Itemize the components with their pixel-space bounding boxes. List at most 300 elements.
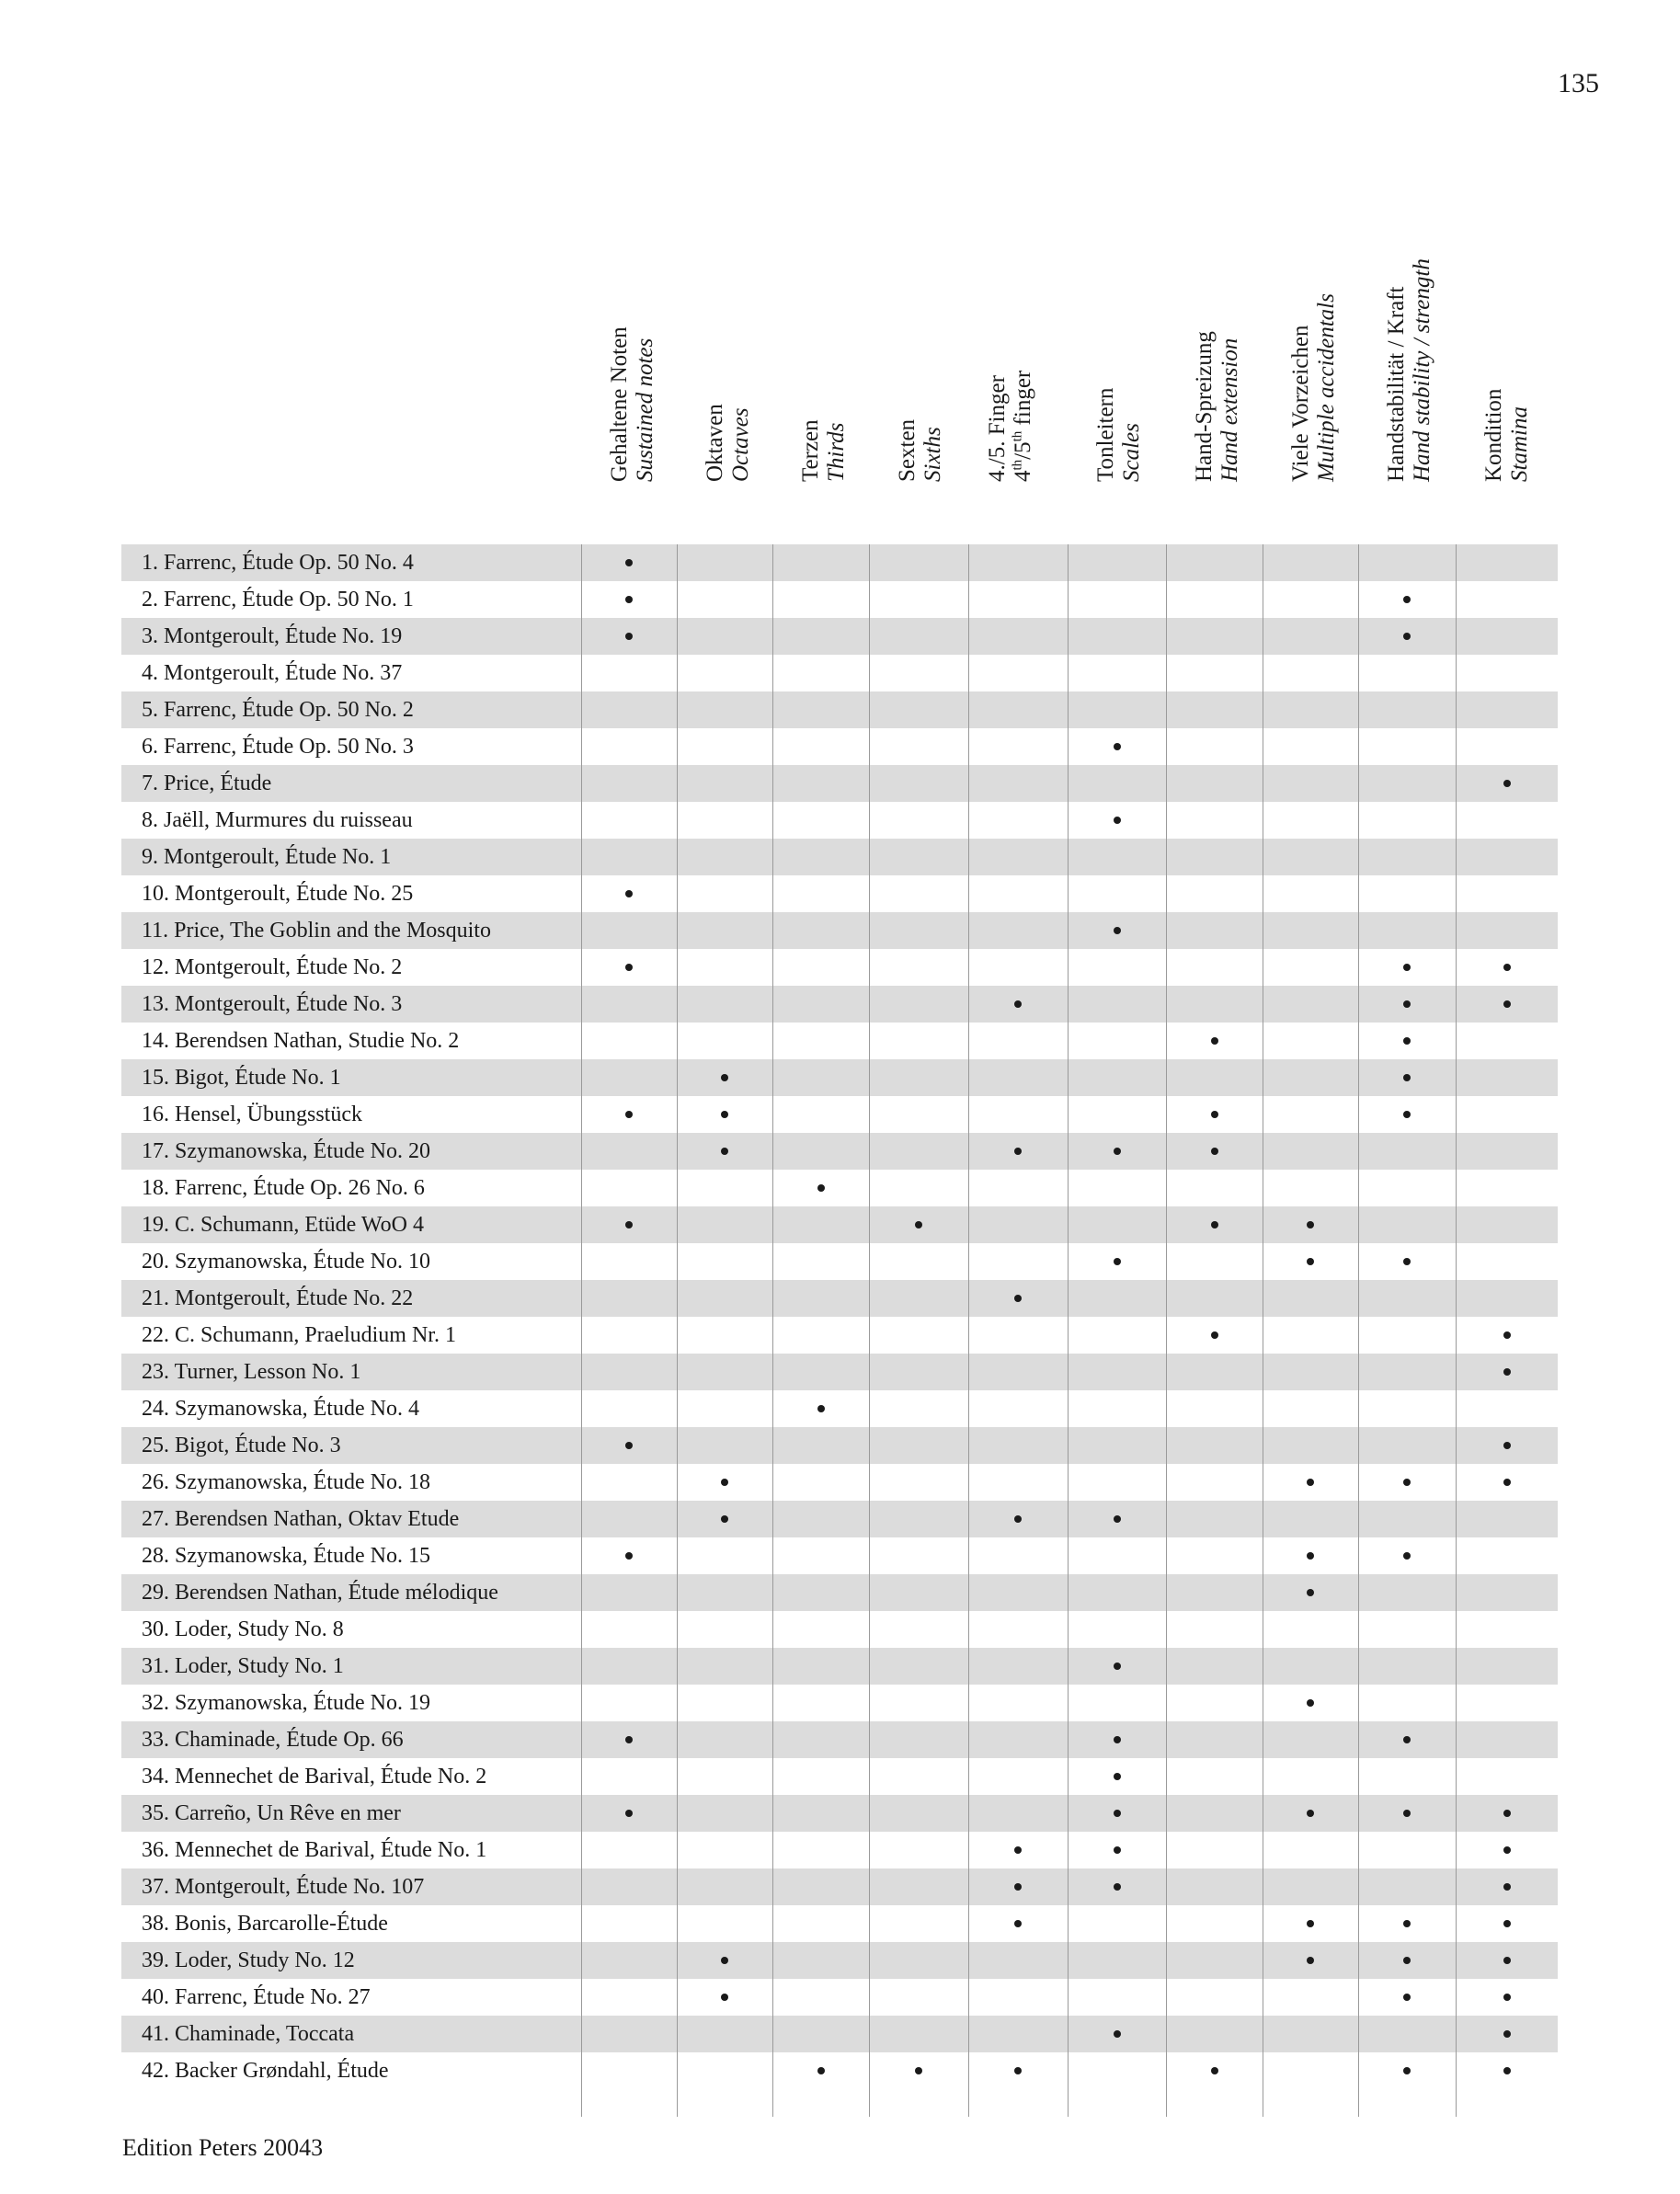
table-cell [1068, 1059, 1166, 1096]
table-cell [1263, 655, 1358, 691]
etude-title: 18. Farrenc, Étude Op. 26 No. 6 [142, 1176, 425, 1200]
table-cell [677, 618, 772, 655]
table-cell [772, 949, 869, 986]
column-divider [1456, 544, 1457, 2117]
table-cell [581, 1685, 677, 1721]
etude-title: 16. Hensel, Übungsstück [142, 1103, 362, 1126]
table-cell [1358, 1243, 1456, 1280]
etude-title: 37. Montgeroult, Étude No. 107 [142, 1875, 425, 1899]
table-cell [1358, 1170, 1456, 1206]
table-cell [1166, 1574, 1263, 1611]
etude-title: 35. Carreño, Un Rêve en mer [142, 1801, 401, 1825]
table-cell [1358, 2052, 1456, 2089]
table-cell [869, 1317, 968, 1354]
table-cell [1456, 839, 1558, 875]
table-cell [1068, 1611, 1166, 1648]
table-cell [581, 1133, 677, 1170]
table-cell [1358, 1133, 1456, 1170]
table-cell [869, 1611, 968, 1648]
etude-title: 19. C. Schumann, Etüde WoO 4 [142, 1213, 424, 1237]
table-cell [581, 1979, 677, 2016]
table-cell [869, 986, 968, 1023]
table-cell [677, 1280, 772, 1317]
table-row [121, 1537, 1558, 1574]
table-cell [772, 2016, 869, 2052]
bullet-mark [1307, 1258, 1314, 1265]
table-row [121, 1354, 1558, 1390]
table-cell [1263, 1832, 1358, 1868]
table-row [121, 912, 1558, 949]
etude-title: 22. C. Schumann, Praeludium Nr. 1 [142, 1323, 456, 1347]
table-cell [1358, 1023, 1456, 1059]
table-cell [581, 581, 677, 618]
bullet-mark [1503, 780, 1511, 787]
table-cell [1358, 1868, 1456, 1905]
table-cell [1166, 1464, 1263, 1501]
table-cell [1068, 912, 1166, 949]
etude-title: 38. Bonis, Barcarolle-Étude [142, 1912, 388, 1936]
bullet-mark [1114, 743, 1121, 750]
table-cell [1456, 875, 1558, 912]
table-cell [1263, 544, 1358, 581]
table-cell [1068, 1942, 1166, 1979]
etude-title: 14. Berendsen Nathan, Studie No. 2 [142, 1029, 460, 1053]
table-row [121, 839, 1558, 875]
table-cell [1068, 986, 1166, 1023]
column-header-de: Kondition [1481, 388, 1506, 482]
table-cell [968, 1868, 1068, 1905]
table-cell [1358, 1464, 1456, 1501]
table-cell [1456, 1611, 1558, 1648]
table-cell [968, 1464, 1068, 1501]
table-cell [1358, 1648, 1456, 1685]
table-row [121, 618, 1558, 655]
table-cell [1263, 1390, 1358, 1427]
bullet-mark [1403, 1000, 1411, 1008]
bullet-mark [1503, 964, 1511, 971]
table-cell [1166, 1059, 1263, 1096]
table-cell [869, 1795, 968, 1832]
table-cell [968, 986, 1068, 1023]
bullet-mark [625, 1442, 633, 1449]
table-cell [772, 1537, 869, 1574]
table-cell [1068, 875, 1166, 912]
table-cell [677, 1243, 772, 1280]
table-cell [1166, 1096, 1263, 1133]
table-cell [968, 1059, 1068, 1096]
etude-title: 28. Szymanowska, Étude No. 15 [142, 1544, 430, 1568]
table-cell [1068, 1280, 1166, 1317]
etude-title: 7. Price, Étude [142, 771, 272, 795]
table-cell [1068, 1537, 1166, 1574]
table-cell [1166, 1868, 1263, 1905]
table-cell [772, 1354, 869, 1390]
table-cell [1166, 1979, 1263, 2016]
table-cell [1263, 1905, 1358, 1942]
table-cell [677, 1721, 772, 1758]
table-cell [1263, 1868, 1358, 1905]
table-cell [869, 1133, 968, 1170]
table-cell [772, 1243, 869, 1280]
table-cell [1263, 839, 1358, 875]
table-cell [1456, 1206, 1558, 1243]
etude-title: 8. Jaëll, Murmures du ruisseau [142, 808, 413, 832]
table-cell [1456, 949, 1558, 986]
table-cell [1456, 802, 1558, 839]
bullet-mark [1307, 1221, 1314, 1228]
table-cell [869, 2052, 968, 2089]
table-cell [869, 1427, 968, 1464]
column-header-de: Viele Vorzeichen [1288, 325, 1313, 482]
table-cell [677, 1354, 772, 1390]
column-header-de: Gehaltene Noten [607, 326, 632, 482]
table-cell [1456, 581, 1558, 618]
table-cell [1263, 912, 1358, 949]
table-row [121, 544, 1558, 581]
table-cell [1166, 1317, 1263, 1354]
table-cell [581, 1023, 677, 1059]
table-cell [968, 728, 1068, 765]
table-cell [1166, 1721, 1263, 1758]
bullet-mark [1114, 927, 1121, 934]
table-cell [1068, 1574, 1166, 1611]
bullet-mark [1211, 2067, 1218, 2074]
table-cell [1358, 986, 1456, 1023]
table-cell [1166, 1280, 1263, 1317]
table-cell [1166, 839, 1263, 875]
page-number: 135 [1558, 68, 1599, 98]
table-cell [1263, 802, 1358, 839]
table-cell [677, 1501, 772, 1537]
table-cell [677, 1832, 772, 1868]
table-cell [1166, 2052, 1263, 2089]
bullet-mark [1307, 1589, 1314, 1596]
table-row [121, 1243, 1558, 1280]
table-cell [677, 1464, 772, 1501]
table-cell [1358, 1427, 1456, 1464]
table-cell [677, 1979, 772, 2016]
column-divider [869, 544, 870, 2117]
table-cell [677, 1390, 772, 1427]
column-header-de: Tonleitern [1093, 387, 1118, 482]
table-row [121, 1206, 1558, 1243]
table-cell [1456, 2052, 1558, 2089]
table-cell [581, 802, 677, 839]
table-cell [1456, 655, 1558, 691]
table-cell [1456, 1685, 1558, 1721]
table-cell [1456, 1390, 1558, 1427]
table-cell [1166, 581, 1263, 618]
bullet-mark [1403, 1037, 1411, 1045]
table-cell [1263, 618, 1358, 655]
table-cell [1068, 1832, 1166, 1868]
table-cell [581, 1096, 677, 1133]
table-cell [677, 986, 772, 1023]
etude-title: 30. Loder, Study No. 8 [142, 1617, 344, 1641]
table-cell [1068, 1758, 1166, 1795]
table-cell [1456, 1537, 1558, 1574]
table-cell [1456, 986, 1558, 1023]
column-header-de: Hand-Spreizung [1192, 331, 1217, 482]
table-cell [1456, 1795, 1558, 1832]
bullet-mark [1307, 1479, 1314, 1486]
etude-title: 4. Montgeroult, Étude No. 37 [142, 661, 403, 685]
table-cell [1358, 1611, 1456, 1648]
bullet-mark [1403, 1994, 1411, 2001]
bullet-mark [1403, 1111, 1411, 1118]
table-cell [1068, 949, 1166, 986]
table-cell [772, 1390, 869, 1427]
etude-title: 34. Mennechet de Barival, Étude No. 2 [142, 1765, 487, 1788]
table-cell [581, 2016, 677, 2052]
bullet-mark [625, 559, 633, 566]
bullet-mark [721, 1148, 728, 1155]
table-cell [581, 1611, 677, 1648]
table-cell [1068, 1979, 1166, 2016]
table-cell [772, 1133, 869, 1170]
table-cell [1068, 1648, 1166, 1685]
bullet-mark [915, 1221, 922, 1228]
bullet-mark [817, 1184, 825, 1192]
table-cell [1068, 1795, 1166, 1832]
table-cell [772, 1942, 869, 1979]
table-cell [1166, 1243, 1263, 1280]
table-cell [1068, 2016, 1166, 2052]
table-cell [968, 544, 1068, 581]
table-cell [1358, 1537, 1456, 1574]
table-cell [1068, 1721, 1166, 1758]
table-cell [1456, 1317, 1558, 1354]
table-cell [772, 1795, 869, 1832]
table-cell [869, 581, 968, 618]
table-cell [772, 1979, 869, 2016]
table-cell [1166, 875, 1263, 912]
table-cell [1358, 1721, 1456, 1758]
table-cell [677, 655, 772, 691]
table-cell [1263, 2052, 1358, 2089]
table-cell [1358, 728, 1456, 765]
bullet-mark [1014, 1883, 1022, 1891]
column-header-en: Sustained notes [633, 337, 657, 482]
table-cell [1068, 1427, 1166, 1464]
table-cell [677, 1942, 772, 1979]
column-divider [1358, 544, 1359, 2117]
table-cell [968, 1905, 1068, 1942]
table-cell [677, 1096, 772, 1133]
etude-title: 2. Farrenc, Étude Op. 50 No. 1 [142, 588, 414, 611]
table-cell [968, 581, 1068, 618]
table-cell [1166, 1795, 1263, 1832]
table-cell [869, 1868, 968, 1905]
table-cell [1456, 2016, 1558, 2052]
etude-title: 40. Farrenc, Étude No. 27 [142, 1985, 371, 2009]
table-cell [581, 1537, 677, 1574]
table-cell [677, 1133, 772, 1170]
bullet-mark [1014, 1515, 1022, 1523]
column-header-de: Terzen [798, 419, 823, 482]
table-cell [1166, 912, 1263, 949]
table-cell [968, 1023, 1068, 1059]
table-cell [1263, 1464, 1358, 1501]
column-header-en: Multiple accidentals [1314, 293, 1339, 482]
bullet-mark [625, 633, 633, 640]
table-row [121, 1317, 1558, 1354]
table-cell [1456, 1942, 1558, 1979]
table-cell [581, 1648, 677, 1685]
table-cell [1456, 912, 1558, 949]
table-cell [772, 875, 869, 912]
bullet-mark [1503, 1810, 1511, 1817]
table-cell [869, 1942, 968, 1979]
bullet-mark [1014, 1148, 1022, 1155]
table-cell [968, 1206, 1068, 1243]
table-cell [1166, 1832, 1263, 1868]
bullet-mark [721, 1111, 728, 1118]
table-cell [677, 2016, 772, 2052]
table-cell [581, 728, 677, 765]
table-cell [968, 1243, 1068, 1280]
table-cell [1263, 1611, 1358, 1648]
table-cell [772, 691, 869, 728]
table-row [121, 1832, 1558, 1868]
table-cell [1166, 1537, 1263, 1574]
etude-title: 12. Montgeroult, Étude No. 2 [142, 955, 403, 979]
column-header-de: 4./5. Finger [985, 375, 1010, 482]
table-cell [1263, 1427, 1358, 1464]
table-cell [1068, 1023, 1166, 1059]
table-cell [1263, 1979, 1358, 2016]
etude-title: 10. Montgeroult, Étude No. 25 [142, 882, 414, 906]
etude-title: 9. Montgeroult, Étude No. 1 [142, 845, 392, 869]
table-row [121, 1648, 1558, 1685]
table-cell [1263, 1243, 1358, 1280]
table-cell [772, 1685, 869, 1721]
table-cell [1166, 618, 1263, 655]
bullet-mark [817, 1405, 825, 1412]
bullet-mark [1211, 1148, 1218, 1155]
table-cell [1166, 2016, 1263, 2052]
table-row [121, 1059, 1558, 1096]
etude-table [121, 544, 1558, 2089]
table-cell [772, 1758, 869, 1795]
table-row [121, 1758, 1558, 1795]
table-cell [968, 1354, 1068, 1390]
table-cell [1358, 1942, 1456, 1979]
table-row [121, 581, 1558, 618]
table-cell [772, 839, 869, 875]
table-cell [581, 691, 677, 728]
bullet-mark [1307, 1699, 1314, 1707]
table-cell [869, 1464, 968, 1501]
column-headers [0, 0, 1680, 533]
table-cell [1166, 1501, 1263, 1537]
table-cell [968, 1795, 1068, 1832]
bullet-mark [1014, 1295, 1022, 1302]
table-cell [1358, 1795, 1456, 1832]
table-cell [869, 1243, 968, 1280]
etude-title: 42. Backer Grøndahl, Étude [142, 2059, 389, 2083]
table-cell [1456, 1979, 1558, 2016]
table-cell [772, 581, 869, 618]
table-cell [1263, 1059, 1358, 1096]
bullet-mark [1403, 596, 1411, 603]
table-cell [968, 655, 1068, 691]
table-cell [1456, 1574, 1558, 1611]
bullet-mark [1114, 817, 1121, 824]
table-row [121, 691, 1558, 728]
table-cell [1166, 1170, 1263, 1206]
column-header-en: Hand stability / strength [1410, 258, 1434, 482]
table-cell [772, 544, 869, 581]
table-row [121, 1133, 1558, 1170]
column-divider [772, 544, 773, 2117]
table-cell [581, 1832, 677, 1868]
column-divider [677, 544, 678, 2117]
table-cell [772, 728, 869, 765]
table-cell [677, 1758, 772, 1795]
table-cell [772, 1206, 869, 1243]
etude-title: 26. Szymanowska, Étude No. 18 [142, 1470, 430, 1494]
table-cell [968, 765, 1068, 802]
bullet-mark [1503, 1994, 1511, 2001]
table-cell [1166, 1390, 1263, 1427]
bullet-mark [721, 1074, 728, 1081]
table-cell [1456, 728, 1558, 765]
table-cell [869, 1979, 968, 2016]
table-cell [677, 1648, 772, 1685]
bullet-mark [1503, 2067, 1511, 2074]
column-header-en: Octaves [728, 407, 753, 482]
table-cell [1263, 1354, 1358, 1390]
table-cell [1456, 1868, 1558, 1905]
table-cell [772, 1648, 869, 1685]
table-cell [1358, 1280, 1456, 1317]
table-cell [1358, 1905, 1456, 1942]
table-cell [869, 765, 968, 802]
table-cell [869, 1023, 968, 1059]
table-cell [581, 949, 677, 986]
table-cell [1166, 1354, 1263, 1390]
bullet-mark [721, 1479, 728, 1486]
table-cell [869, 1096, 968, 1133]
table-row [121, 949, 1558, 986]
table-row [121, 1979, 1558, 2016]
table-row [121, 1280, 1558, 1317]
table-cell [1068, 1501, 1166, 1537]
bullet-mark [1114, 1846, 1121, 1854]
bullet-mark [721, 1515, 728, 1523]
column-header-en: Thirds [824, 422, 849, 482]
table-cell [581, 618, 677, 655]
table-cell [869, 1685, 968, 1721]
bullet-mark [1503, 1000, 1511, 1008]
table-cell [869, 1758, 968, 1795]
bullet-mark [1503, 1479, 1511, 1486]
table-cell [968, 1758, 1068, 1795]
table-row [121, 1611, 1558, 1648]
bullet-mark [721, 1957, 728, 1964]
table-cell [1358, 1096, 1456, 1133]
table-cell [1456, 1280, 1558, 1317]
bullet-mark [1503, 1920, 1511, 1927]
table-cell [1358, 1206, 1456, 1243]
table-cell [581, 2052, 677, 2089]
bullet-mark [625, 890, 633, 897]
table-cell [772, 802, 869, 839]
table-cell [1068, 1464, 1166, 1501]
table-cell [1068, 802, 1166, 839]
table-cell [581, 1243, 677, 1280]
